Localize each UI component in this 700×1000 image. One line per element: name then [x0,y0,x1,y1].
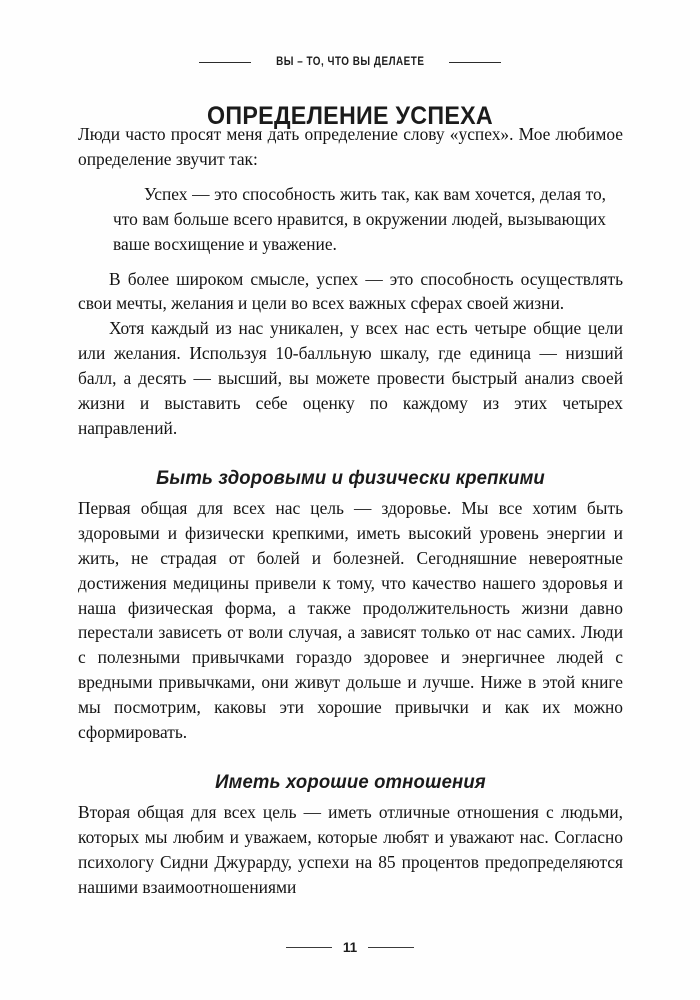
folio-rule-left [286,947,332,948]
page-footer [0,941,700,955]
paragraph-broader-sense: В более широком смысле, успех — это способность осуществлять свои мечты, желания и цели во всех важных сферах своей жизни. [78,268,623,314]
page-number: 11 [342,939,358,955]
running-head-rule-left [199,62,251,63]
running-head [78,52,622,72]
running-head-rule-right [449,62,501,63]
paragraph-intro: Люди часто просят меня дать определение слову «успех». Мое любимое определение звучит так: [78,124,623,169]
subheading-relationships: Иметь хорошие отношения [215,770,486,793]
running-head-text: ВЫ – ТО, ЧТО ВЫ ДЕЛАЕТЕ [275,56,425,68]
folio-rule-right [368,947,414,948]
paragraph-four-goals: Хотя каждый из нас уникален, у всех нас есть четыре общие цели или желания. Используя 10-балльную шкалу, где единица — низший балл, а десять — высший, вы можете провести быстрый анализ своей жизни и выставить себе оценку по каждому из этих четырех направлений. [78,318,623,438]
chapter-title: ОПРЕДЕЛЕНИЕ УСПЕХА [207,101,493,130]
subheading-health: Быть здоровыми и физически крепкими [156,466,545,489]
text-column [78,122,623,900]
paragraph-relationships: Вторая общая для всех цель — иметь отличные отношения с людьми, которых мы любим и уважаем, которые любят и уважают нас. Согласно психологу Сидни Джурарду, успехи на 85 процентов предопределяются нашими взаимоотношениями [78,801,623,897]
paragraph-health: Первая общая для всех нас цель — здоровье. Мы все хотим быть здоровыми и физически крепкими, иметь высокий уровень энергии и жить, не страдая от болей и болезней. Сегодняшние невероятные достижения медицины привели к тому, что качество нашего здоровья и наша физическая форма, а также продолжительность жизни давно перестали зависеть от воли случая, а зависят только от нас самих. Люди с полезными привычками гораздо здоровее и энергичнее людей с вредными привычками, они живут дольше и лучше. Ниже в этой книге мы посмотрим, каковы эти хорошие привычки и как их можно сформировать. [78,497,623,743]
pull-quote-definition: Успех — это способность жить так, как вам хочется, делая то, что вам больше всего нравится, в окружении людей, вызывающих ваше восхищение и уважение. [113,183,606,254]
